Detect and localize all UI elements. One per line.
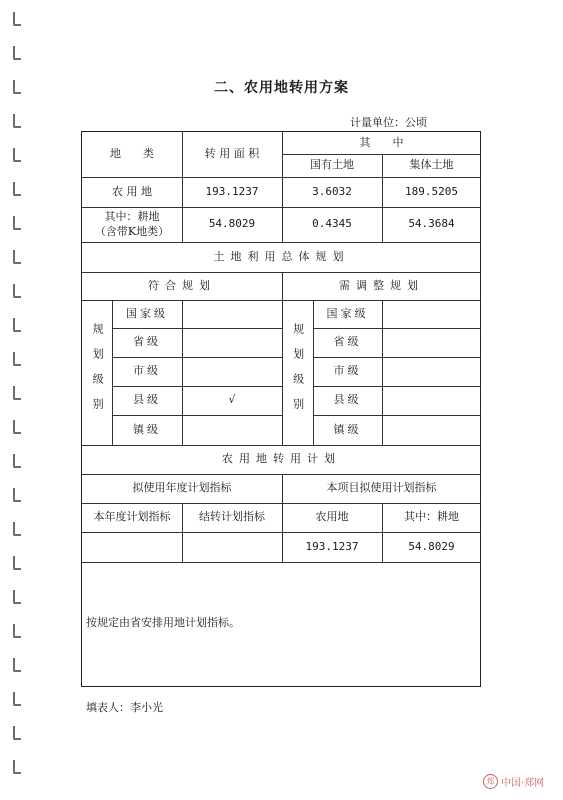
watermark — [483, 774, 544, 789]
annual-index-header: 拟使用年度计划指标 — [132, 481, 232, 495]
binder-hole — [13, 148, 21, 162]
header-land-type: 地 类 — [110, 147, 154, 161]
level-label-text: 规划级别 — [291, 322, 305, 423]
conforming-level-city: 市级 — [133, 364, 161, 378]
project-farmland-value: 193.1237 — [305, 539, 359, 553]
row-farmland-state: 3.6032 — [312, 184, 352, 198]
binder-hole — [13, 488, 21, 502]
binder-hole — [13, 114, 21, 128]
conforming-level-county: 县级 — [133, 393, 161, 407]
conforming-plan-header: 符合规划 — [148, 278, 216, 292]
binder-hole — [13, 386, 21, 400]
binder-hole — [13, 692, 21, 706]
grid-line — [382, 300, 383, 445]
row-cultivated-collective: 54.3684 — [408, 217, 455, 231]
binder-hole — [13, 590, 21, 604]
row-farmland-label: 农 用 地 — [112, 184, 152, 198]
planning-section-title: 土地利用总体规划 — [213, 249, 350, 263]
grid-line — [82, 562, 481, 563]
binder-hole — [13, 556, 21, 570]
conversion-plan-title: 农用地转用计划 — [222, 452, 341, 466]
level-label-text: 规划级别 — [91, 322, 105, 423]
row-cultivated-area: 54.8029 — [208, 217, 256, 231]
conforming-level-province: 省级 — [133, 335, 161, 349]
binder-hole — [13, 454, 21, 468]
conforming-level-town: 镇级 — [133, 422, 161, 436]
header-of-which: 其 中 — [359, 135, 404, 149]
row-cultivated-label-line2: （含带K地类） — [94, 224, 170, 238]
binder-holes — [0, 0, 26, 800]
project-index-header: 本项目拟使用计划指标 — [326, 481, 437, 495]
binder-hole — [13, 216, 21, 230]
plan-note: 按规定由省安排用地计划指标。 — [86, 616, 240, 629]
binder-hole — [13, 522, 21, 536]
adjust-level-county: 县级 — [333, 393, 362, 407]
page-title: 二、农用地转用方案 — [214, 80, 349, 96]
project-cultivated-header: 其中：耕地 — [404, 510, 459, 524]
binder-hole — [13, 726, 21, 740]
county-check-mark: √ — [228, 393, 236, 407]
row-farmland-area: 193.1237 — [205, 184, 259, 198]
project-farmland-header: 农用地 — [315, 510, 349, 524]
binder-hole — [13, 12, 21, 26]
binder-hole — [13, 658, 21, 672]
adjust-level-town: 镇级 — [333, 422, 362, 436]
watermark-text: 中国·郑网 — [501, 778, 545, 789]
adjust-level-national: 国家级 — [326, 306, 369, 320]
adjust-level-label — [282, 300, 313, 445]
binder-hole — [13, 420, 21, 434]
this-year-index-header: 本年度计划指标 — [93, 510, 171, 524]
row-farmland-collective: 189.5205 — [405, 184, 458, 198]
binder-hole — [13, 284, 21, 298]
binder-hole — [13, 624, 21, 638]
watermark-logo-icon: 郑 — [483, 774, 498, 789]
row-cultivated-label-line1: 其中：耕地 — [104, 210, 160, 224]
header-state-owned: 国有土地 — [310, 158, 354, 172]
unit-label: 计量单位：公顷 — [350, 116, 427, 129]
header-collective: 集体土地 — [409, 158, 454, 172]
header-area: 转 用 面 积 — [204, 147, 260, 161]
binder-hole — [13, 250, 21, 264]
conforming-level-label — [82, 300, 112, 445]
filler-signature: 填表人：李小光 — [86, 701, 163, 714]
binder-hole — [13, 182, 21, 196]
project-cultivated-value: 54.8029 — [408, 539, 455, 553]
adjust-level-province: 省级 — [333, 335, 362, 349]
adjust-level-city: 市级 — [333, 364, 362, 378]
grid-line — [182, 300, 183, 445]
conforming-level-national: 国家级 — [126, 306, 168, 320]
binder-hole — [13, 352, 21, 366]
row-cultivated-state: 0.4345 — [312, 217, 352, 231]
binder-hole — [13, 318, 21, 332]
conversion-plan-table — [81, 131, 481, 687]
binder-hole — [13, 46, 21, 60]
adjust-plan-header: 需调整规划 — [339, 278, 424, 292]
carried-over-index-header: 结转计划指标 — [199, 510, 265, 524]
binder-hole — [13, 760, 21, 774]
row-cultivated-label — [82, 207, 182, 242]
